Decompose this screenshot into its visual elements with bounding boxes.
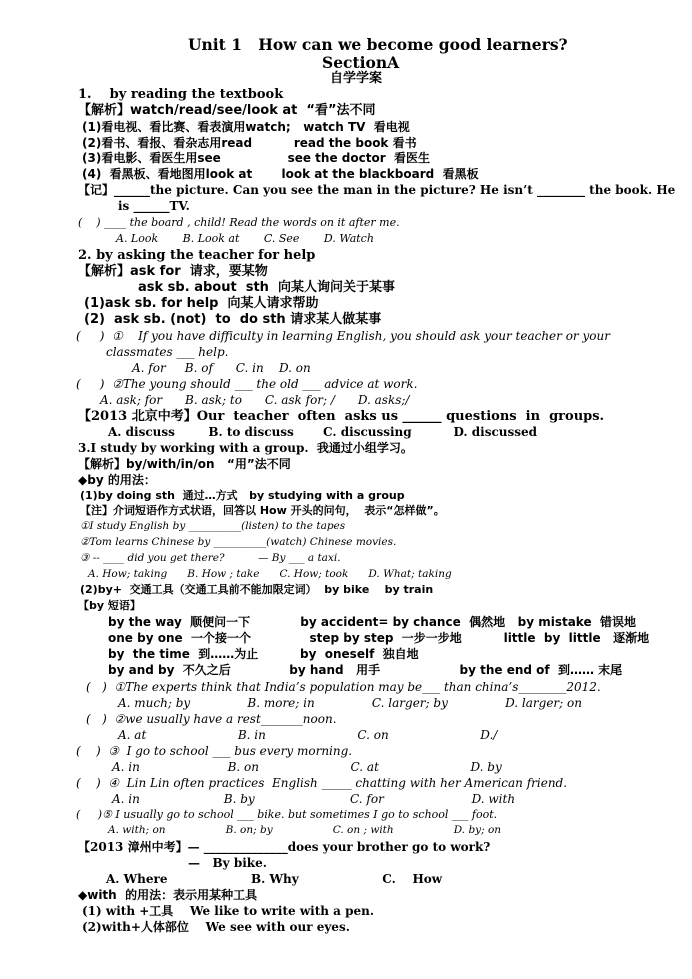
options: A. in B. by C. for D. with (112, 792, 516, 806)
rule-line: (4) 看黑板、看地图用look at look at the blackboard 看黑板 (82, 167, 479, 181)
options: A. How; taking B. How ; take C. How; took D. What; taking (88, 568, 452, 580)
options: A. much; by B. more; in C. larger; by D. larger; on (118, 696, 582, 710)
exam-answer: — By bike. (188, 856, 267, 870)
by-usage-heading: ◆by 的用法： (78, 473, 156, 487)
phrase-row: by the time 到……为止 by oneself 独自地 (108, 647, 419, 661)
rule-line: (3)看电影、看医生用see see the doctor 看医生 (82, 151, 430, 165)
question: ( )⑤ I usually go to school ___ bike. but sometimes I go to school ___ foot. (76, 808, 498, 821)
note-line: 【注】介词短语作方式状语，回答以 How 开头的问句， 表示“怎样做”。 (80, 504, 445, 517)
by-phrases-heading: 【by 短语】 (78, 599, 141, 612)
point-1-heading: 1. by reading the textbook (78, 87, 284, 102)
options: A. at B. in C. on D./ (118, 728, 498, 742)
question: ( ) ①The experts think that India’s population may be___ than china’s________2012. (86, 680, 601, 694)
rule-line: (2)with+人体部位 We see with our eyes. (82, 920, 350, 934)
point-3-heading: 3.I study by working with a group. 我通过小组学习。 (78, 441, 413, 455)
question-cont: classmates ___ help. (106, 345, 229, 359)
rule-line: (1) with +工具 We like to write with a pen. (82, 904, 375, 918)
with-usage-heading: ◆with 的用法：表示用某种工具 (78, 888, 258, 902)
question: ( ) ④ Lin Lin often practices English _____ chatting with her American friend. (76, 776, 568, 790)
subtitle: 自学学案 (330, 71, 383, 86)
rule-line: (2) ask sb. (not) to do sth 请求某人做某事 (84, 312, 382, 327)
phrase-row: by the way 顺便问一下 by accident= by chance 偶然地 by mistake 错误地 (108, 615, 636, 629)
rule-line: (2)看书、看报、看杂志用read read the book 看书 (82, 136, 417, 150)
question: ( ) ① If you have difficulty in learning English, you should ask your teacher or your (76, 329, 610, 343)
question: ②Tom learns Chinese by __________(watch) Chinese movies. (80, 536, 397, 548)
rule-line: (1)ask sb. for help 向某人请求帮助 (84, 296, 319, 311)
options: A. Where B. Why C. How (106, 872, 443, 886)
options: A. ask; for B. ask; to C. ask for; / D. asks;/ (100, 393, 410, 407)
rule-line: ask sb. about sth 向某人询问关于某事 (138, 280, 395, 295)
rule-line: (1)看电视、看比赛、看表演用watch; watch TV 看电视 (82, 120, 410, 134)
question: ①I study English by __________(listen) to the tapes (80, 520, 346, 532)
section-title: SectionA (322, 53, 400, 72)
analysis-label: 【解析】watch/read/see/look at “看”法不同 (78, 103, 376, 118)
question: ( ) ②we usually have a rest_______noon. (86, 712, 337, 726)
question: ( ) ____ the board , child! Read the words on it after me. (78, 216, 400, 229)
question: ( ) ②The young should ___ the old ___ advice at work. (76, 377, 418, 391)
options: A. for B. of C. in D. on (132, 361, 311, 375)
analysis-label: 【解析】by/with/in/on “用”法不同 (78, 457, 291, 471)
point-2-heading: 2. by asking the teacher for help (78, 248, 316, 263)
memo-exercise-cont: is ______TV. (118, 199, 190, 213)
unit-title: Unit 1 How can we become good learners? (188, 35, 568, 54)
phrase-row: by and by 不久之后 by hand 用手 by the end of 到…… 末尾 (108, 663, 623, 677)
exam-question: 【2013 漳州中考】— ______________does your brother go to work? (78, 840, 491, 854)
phrase-row: one by one 一个接一个 step by step 一步一步地 little by little 逐渐地 (108, 631, 650, 645)
options: A. in B. on C. at D. by (112, 760, 502, 774)
memo-exercise: 【记】______the picture. Can you see the man in the picture? He isn’t ________ the book. He (78, 183, 676, 197)
exam-question: 【2013 北京中考】Our teacher often asks us ______ questions in groups. (78, 409, 605, 424)
options: A. with; on B. on; by C. on ; with D. by; on (108, 824, 502, 836)
analysis-label: 【解析】ask for 请求，要某物 (78, 264, 268, 279)
question: ( ) ③ I go to school ___ bus every morning. (76, 744, 353, 758)
options: A. discuss B. to discuss C. discussing D. discussed (108, 425, 538, 439)
rule-line: (2)by+ 交通工具（交通工具前不能加限定词） by bike by train (80, 583, 434, 596)
question: ③ -- ____ did you get there? — By ___ a taxi. (80, 552, 341, 564)
options: A. Look B. Look at C. See D. Watch (116, 232, 374, 245)
rule-line: (1)by doing sth 通过…方式 by studying with a group (80, 489, 405, 502)
